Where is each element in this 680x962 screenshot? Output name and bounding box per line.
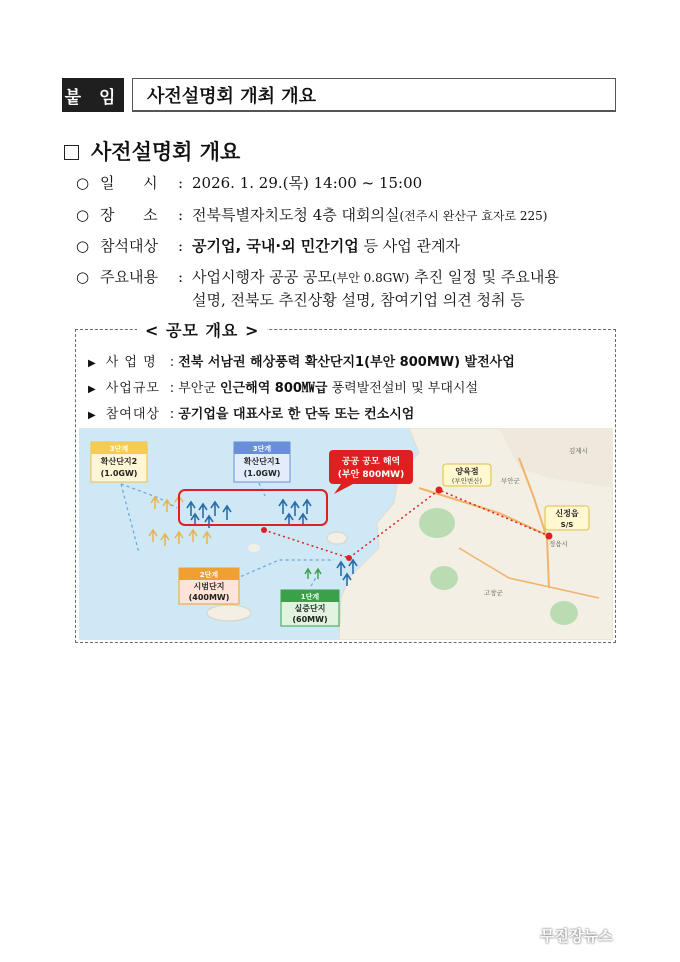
item-value-note: (부안 0.8GW) bbox=[331, 271, 410, 285]
svg-text:신정읍: 신정읍 bbox=[555, 509, 579, 518]
section-title bbox=[64, 136, 240, 166]
svg-text:(1.0GW): (1.0GW) bbox=[100, 469, 138, 478]
svg-text:3단계: 3단계 bbox=[252, 445, 272, 453]
triangle-bullet-icon: ▶ bbox=[88, 410, 96, 421]
stage1-box bbox=[281, 590, 339, 626]
item-label: 참석대상 bbox=[100, 237, 158, 255]
header-title: 사전설명회 개최 개요 bbox=[132, 78, 616, 112]
circle-bullet-icon: ○ bbox=[76, 174, 90, 192]
svg-text:3단계: 3단계 bbox=[109, 445, 129, 453]
svg-text:김제시: 김제시 bbox=[569, 447, 588, 455]
svg-text:확산단지2: 확산단지2 bbox=[100, 457, 138, 466]
item-value-rest: 추진 일정 및 주요내용 bbox=[409, 268, 559, 286]
stage2-box bbox=[179, 568, 239, 604]
svg-text:정읍시: 정읍시 bbox=[549, 540, 568, 548]
box-row-value-bold: 인근해역 800㎿급 bbox=[220, 381, 328, 396]
svg-text:2단계: 2단계 bbox=[199, 571, 219, 579]
stage3-box-b bbox=[234, 442, 290, 482]
circle-bullet-icon: ○ bbox=[76, 237, 90, 255]
svg-text:고창군: 고창군 bbox=[484, 589, 503, 597]
checkbox-square-icon bbox=[64, 145, 79, 160]
item-value: 2026. 1. 29.(목) 14:00 ~ 15:00 bbox=[192, 174, 423, 192]
wind-cluster-green bbox=[305, 569, 321, 579]
watermark: 무진장뉴스 bbox=[540, 927, 613, 945]
item-content: ○ 주요내용 : 사업시행자 공공 공모(부안 0.8GW) 추진 일정 및 주요내용 bbox=[76, 268, 559, 286]
item-value-bold: 공기업, 국내·외 민간기업 bbox=[192, 237, 359, 255]
item-label: 일 시 bbox=[100, 174, 158, 192]
stage3-box-a bbox=[91, 442, 147, 482]
box-row-participants: ▶ 참여대상 : 공기업을 대표사로 한 단독 또는 컨소시엄 bbox=[88, 403, 414, 422]
svg-text:(1.0GW): (1.0GW) bbox=[243, 469, 281, 478]
callout-line2: (부안 800MW) bbox=[337, 470, 405, 480]
circle-bullet-icon: ○ bbox=[76, 206, 90, 224]
box-row-scale: ▶ 사업규모 : 부안군 인근해역 800㎿급 풍력발전설비 및 부대시설 bbox=[88, 377, 478, 396]
svg-text:양육점: 양육점 bbox=[455, 467, 479, 476]
item-value: 사업시행자 공공 공모 bbox=[192, 268, 332, 286]
item-label: 주요내용 bbox=[100, 268, 158, 286]
item-value-note: (전주시 완산구 효자로 225) bbox=[399, 209, 548, 223]
svg-text:(60MW): (60MW) bbox=[292, 615, 328, 624]
triangle-bullet-icon: ▶ bbox=[88, 358, 96, 369]
box-row-value: 공기업을 대표사로 한 단독 또는 컨소시엄 bbox=[178, 407, 415, 422]
section-title-text: 사전설명회 개요 bbox=[91, 140, 241, 164]
svg-text:부안군: 부안군 bbox=[501, 477, 520, 485]
box-row-value-pre: 부안군 bbox=[178, 381, 221, 396]
box-row-project: ▶ 사 업 명 : 전북 서남권 해상풍력 확산단지1(부안 800MW) 발전사업 bbox=[88, 351, 515, 370]
substation-sinjeongeup bbox=[545, 506, 589, 530]
attachment-tag: 붙 임 bbox=[62, 78, 124, 112]
overview-box-title: < 공모 개요 > bbox=[137, 318, 267, 341]
map-svg bbox=[79, 428, 613, 640]
box-row-value: 전북 서남권 해상풍력 확산단지1(부안 800MW) 발전사업 bbox=[178, 355, 515, 370]
circle-bullet-icon: ○ bbox=[76, 268, 90, 286]
offshore-wind-map bbox=[79, 428, 613, 640]
svg-text:S/S: S/S bbox=[560, 521, 574, 529]
box-row-label: 사 업 명 bbox=[105, 355, 157, 370]
item-label: 장 소 bbox=[100, 206, 158, 224]
triangle-bullet-icon: ▶ bbox=[88, 384, 96, 395]
item-attendees: ○ 참석대상 : 공기업, 국내·외 민간기업 등 사업 관계자 bbox=[76, 237, 460, 255]
svg-text:1단계: 1단계 bbox=[300, 593, 320, 601]
svg-text:(400MW): (400MW) bbox=[188, 593, 230, 602]
callout-line1: 공공 공모 해역 bbox=[341, 457, 401, 467]
item-value: 등 사업 관계자 bbox=[358, 237, 460, 255]
substation-buan-landing bbox=[443, 464, 491, 486]
svg-text:확산단지1: 확산단지1 bbox=[243, 457, 281, 466]
box-row-label: 참여대상 bbox=[105, 407, 160, 422]
item-content-line2: 설명, 전북도 추진상황 설명, 참여기업 의견 청취 등 bbox=[192, 291, 525, 309]
svg-text:실증단지: 실증단지 bbox=[294, 604, 326, 613]
item-value: 전북특별자치도청 4층 대회의실 bbox=[192, 206, 400, 224]
header-bar bbox=[62, 78, 616, 112]
item-datetime: ○ 일 시 : 2026. 1. 29.(목) 14:00 ~ 15:00 bbox=[76, 174, 423, 192]
item-place: ○ 장 소 : 전북특별자치도청 4층 대회의실(전주시 완산구 효자로 225) bbox=[76, 206, 548, 224]
svg-text:시범단지: 시범단지 bbox=[193, 582, 225, 591]
box-row-label: 사업규모 bbox=[105, 381, 160, 396]
box-row-value: 풍력발전설비 및 부대시설 bbox=[327, 381, 479, 396]
svg-text:(부안변산): (부안변산) bbox=[451, 477, 483, 485]
